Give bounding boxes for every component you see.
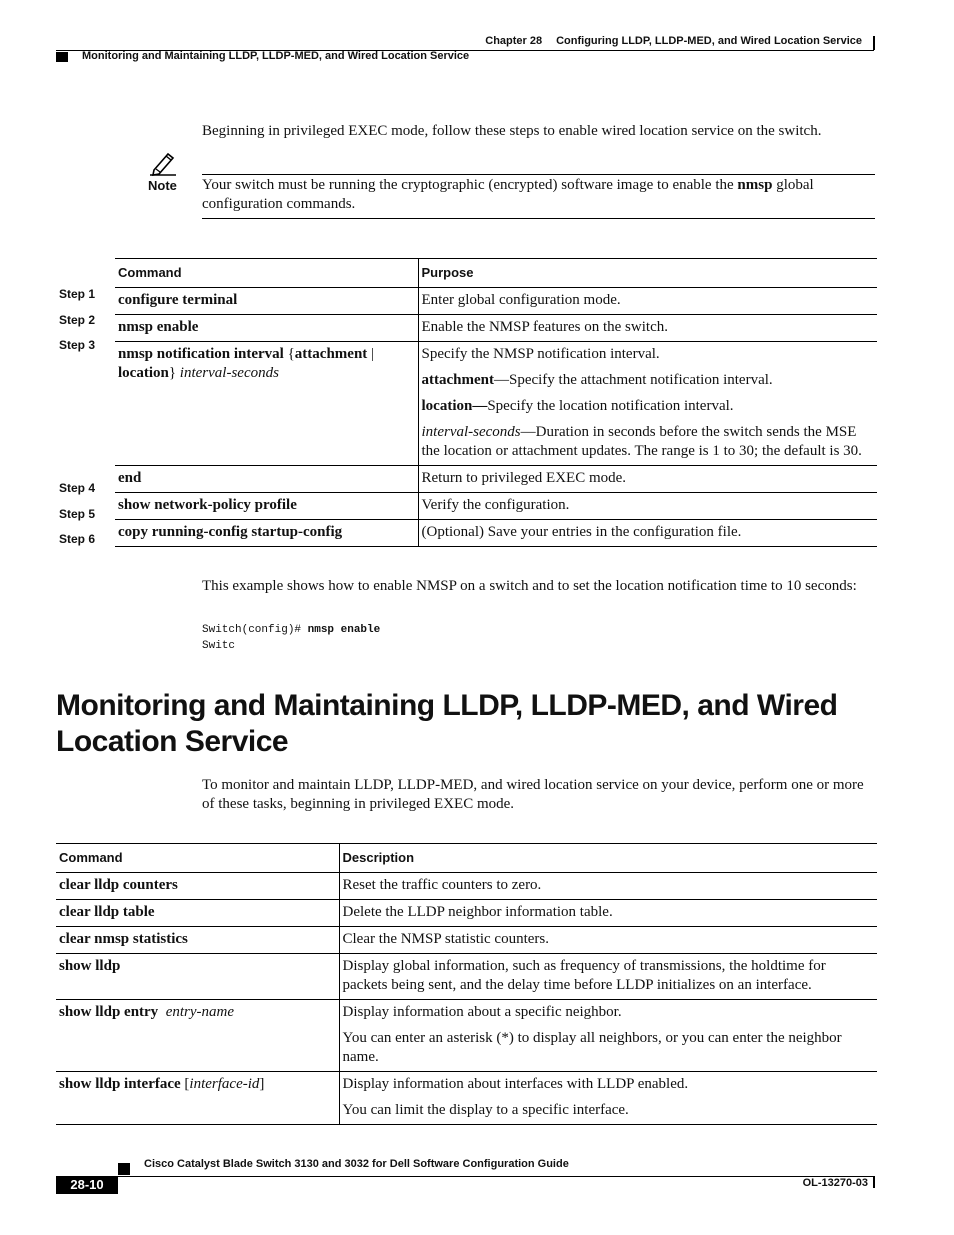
document-number: OL-13270-03: [802, 1177, 868, 1189]
footer-square-mark: [118, 1163, 130, 1175]
config-steps-table: [115, 258, 877, 547]
chapter-number: Chapter 28: [485, 35, 543, 47]
monitor-intro-paragraph: To monitor and maintain LLDP, LLDP-MED, and wired location service on your device, perform one or more of these tasks, beginning in privileged EXEC mode.: [202, 777, 864, 812]
command-cell: clear lldp counters: [56, 873, 339, 900]
command-cell: clear nmsp statistics: [56, 927, 339, 954]
column-header-description: Description: [339, 844, 877, 873]
column-header-purpose: Purpose: [418, 259, 877, 288]
step-label: Step 6: [59, 532, 96, 546]
description-cell: Display global information, such as frequency of transmissions, the holdtime for packets being sent, and the delay time before LLDP initializes on an interface.: [339, 954, 877, 1000]
command-argument: interface-id: [189, 1076, 260, 1092]
header-square-mark: [56, 52, 68, 62]
command-cell: clear lldp table: [56, 900, 339, 927]
note-text: Your switch must be running the cryptographic (encrypted) software image to enable the nmsp global configuration commands.: [202, 177, 814, 212]
command-cell: copy running-config startup-config: [115, 520, 418, 547]
table-row: [115, 493, 877, 520]
description-text: You can enter an asterisk (*) to display all neighbors, or you can enter the neighbor name.: [342, 1030, 842, 1065]
purpose-location: location—Specify the location notification interval.: [421, 398, 734, 414]
purpose-cell: Return to privileged EXEC mode.: [418, 466, 877, 493]
table-row: [56, 900, 877, 927]
command-argument: entry-name: [165, 1004, 234, 1020]
step-label: Step 1: [59, 287, 96, 301]
note-rule-bottom: [202, 218, 875, 219]
step-label: Step 5: [59, 507, 96, 521]
chapter-title: Configuring LLDP, LLDP-MED, and Wired Location Service: [556, 35, 862, 47]
note-rule-top: [202, 174, 875, 175]
table-row: [56, 927, 877, 954]
table-row: [56, 954, 877, 1000]
description-cell: [339, 1072, 877, 1125]
command-cell: configure terminal: [115, 288, 418, 315]
running-header-section: Monitoring and Maintaining LLDP, LLDP-MED, and Wired Location Service: [82, 50, 470, 62]
footer-rule: [118, 1176, 875, 1177]
table-header-row: [115, 259, 877, 288]
purpose-cell: Enter global configuration mode.: [418, 288, 877, 315]
description-text: You can limit the display to a specific interface.: [342, 1102, 629, 1118]
description-text: Display information about interfaces with LLDP enabled.: [342, 1076, 689, 1092]
command-cell: show lldp interface [interface-id]: [56, 1072, 339, 1125]
table-header-row: [56, 844, 877, 873]
description-text: Display information about a specific neighbor.: [342, 1004, 622, 1020]
table-row: [56, 1000, 877, 1072]
table-row: [115, 342, 877, 466]
code-example: Switch(config)# nmsp enable Switc: [202, 624, 381, 652]
monitor-commands-table: [56, 843, 877, 1125]
command-cell: show network-policy profile: [115, 493, 418, 520]
purpose-text: Specify the NMSP notification interval.: [421, 346, 660, 362]
description-cell: Reset the traffic counters to zero.: [339, 873, 877, 900]
table-row: [115, 288, 877, 315]
code-line: Switc: [202, 640, 236, 652]
example-paragraph: This example shows how to enable NMSP on a switch and to set the location notification time to 10 seconds:: [202, 578, 857, 594]
footer-guide-title: Cisco Catalyst Blade Switch 3130 and 3032 for Dell Software Configuration Guide: [144, 1158, 569, 1170]
section-heading: Monitoring and Maintaining LLDP, LLDP-MED, and Wired Location Service: [56, 689, 838, 758]
table-row: [115, 520, 877, 547]
command-cell: show lldp entry entry-name: [56, 1000, 339, 1072]
description-cell: Clear the NMSP statistic counters.: [339, 927, 877, 954]
table-row: [115, 315, 877, 342]
command-cell: end: [115, 466, 418, 493]
running-header-chapter: [485, 35, 862, 47]
purpose-cell: Verify the configuration.: [418, 493, 877, 520]
purpose-cell: Enable the NMSP features on the switch.: [418, 315, 877, 342]
column-header-command: Command: [56, 844, 339, 873]
note-label: Note: [148, 178, 177, 193]
note-command: nmsp: [737, 177, 773, 193]
command-cell: nmsp enable: [115, 315, 418, 342]
header-bar-mark: [873, 36, 875, 50]
footer-bar-mark: [873, 1176, 875, 1188]
page-number: 28-10: [56, 1176, 118, 1194]
table-row: [115, 466, 877, 493]
command-cell: nmsp notification interval {attachment | location} interval-seconds: [115, 342, 418, 466]
purpose-attachment: attachment—Specify the attachment notification interval.: [421, 372, 773, 388]
intro-paragraph: Beginning in privileged EXEC mode, follow these steps to enable wired location service on the switch.: [202, 123, 822, 139]
purpose-interval: interval-seconds—Duration in seconds before the switch sends the MSE the location or attachment updates. The range is 1 to 30; the default is 30.: [421, 424, 862, 459]
purpose-cell: [418, 342, 877, 466]
note-pencil-icon: [148, 150, 178, 176]
step-label: Step 4: [59, 481, 96, 495]
description-cell: [339, 1000, 877, 1072]
purpose-cell: (Optional) Save your entries in the configuration file.: [418, 520, 877, 547]
step-label: Step 2: [59, 313, 96, 327]
column-header-command: Command: [115, 259, 418, 288]
table-row: [56, 873, 877, 900]
description-cell: Delete the LLDP neighbor information table.: [339, 900, 877, 927]
table-row: [56, 1072, 877, 1125]
code-command: nmsp enable: [307, 624, 381, 636]
step-label: Step 3: [59, 338, 96, 352]
command-cell: show lldp: [56, 954, 339, 1000]
